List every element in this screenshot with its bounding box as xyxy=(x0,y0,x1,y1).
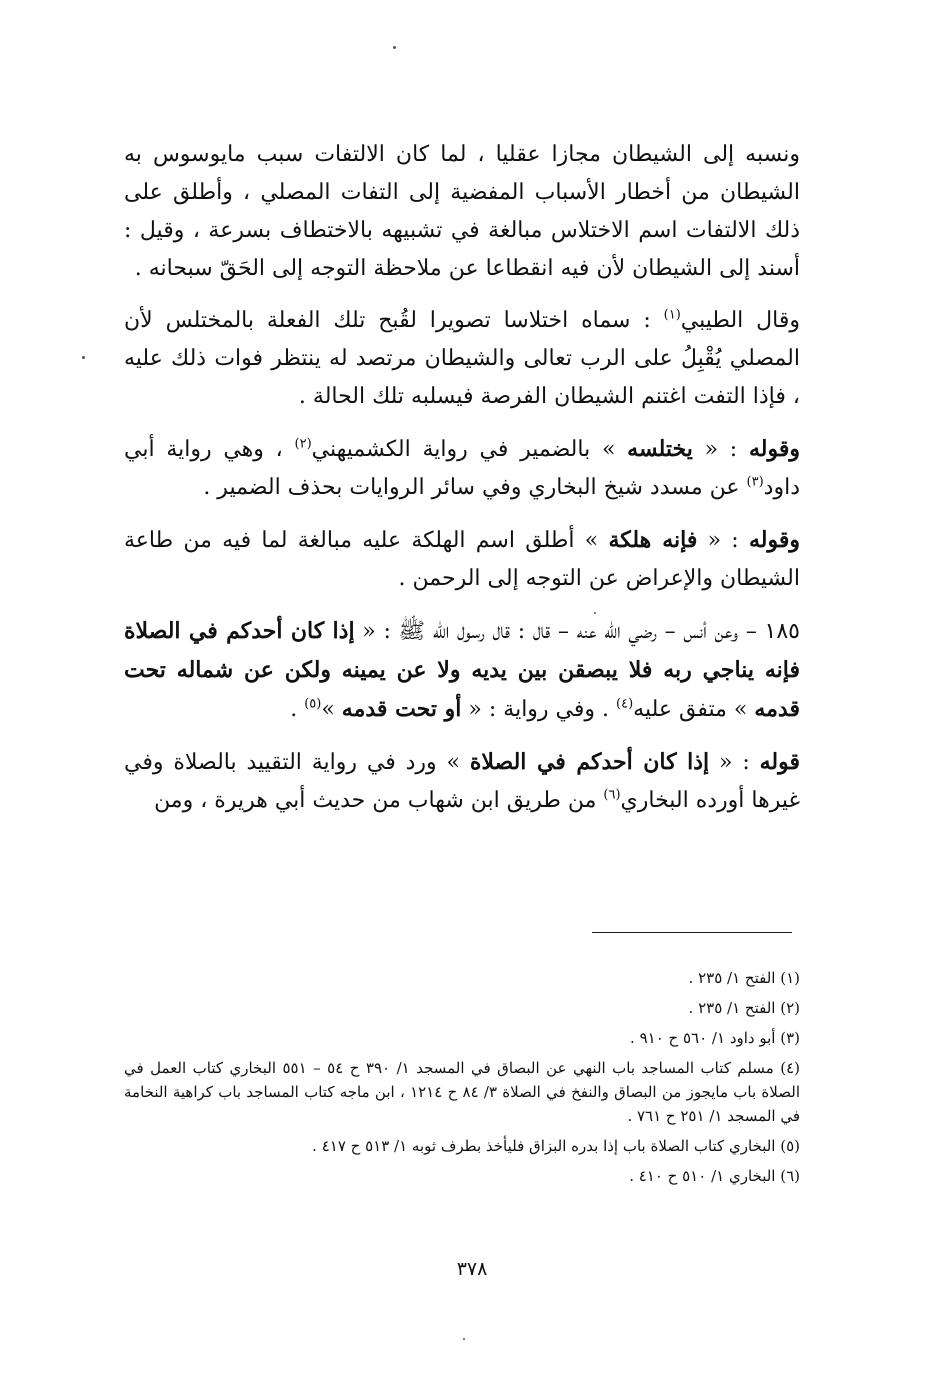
paragraph-2 xyxy=(124,302,800,416)
footnote-ref-6: (٦) xyxy=(603,787,621,803)
hadith-185 xyxy=(124,612,800,729)
quoted-term: يختلسه xyxy=(627,436,693,462)
paragraph-text: ١٨٥ – وعن أنس – رضي الله عنه – قال : قال رسول الله ﷺ : « xyxy=(354,619,800,644)
footnote-3: (٣) أبو داود ١/ ٥٦٠ ح ٩١٠ . xyxy=(630,1029,800,1047)
paragraph-text: ، وهي رواية أبي داود xyxy=(124,437,800,500)
footnote-2: (٢) الفتح ١/ ٢٣٥ . xyxy=(688,999,800,1017)
paragraph-text: . xyxy=(290,697,305,722)
footnotes xyxy=(124,966,800,1194)
footnote-ref-1: (١) xyxy=(663,307,681,323)
footnote-ref-2: (٢) xyxy=(294,436,312,452)
paragraph-text: : « xyxy=(709,750,760,775)
hadith-text: إذا كان أحدكم في الصلاة فإنه يناجي ربه فلا يبصقن بين يديه ولا عن يمينه ولكن عن شماله تحت قدمه xyxy=(124,618,800,722)
footnote-5: (٥) البخاري كتاب الصلاة باب إذا بدره البزاق فليأخذ بطرف ثوبه ١/ ٥١٣ ح ٤١٧ . xyxy=(312,1137,800,1155)
paragraph-text: » أطلق اسم الهلكة عليه مبالغة لما فيه من طاعة الشيطان والإعراض عن التوجه إلى الرحمن . xyxy=(124,528,800,591)
scan-speck xyxy=(393,46,396,49)
hadith-variant: أو تحت قدمه xyxy=(341,696,462,722)
paragraph-6 xyxy=(124,743,800,820)
paragraph-1 xyxy=(124,136,800,288)
paragraph-text: » ورد في رواية التقييد بالصلاة وفي غيرها أورده البخاري xyxy=(124,750,800,813)
footnote-ref-3: (٣) xyxy=(746,474,764,490)
paragraph-text: وقال الطيبي xyxy=(680,308,800,333)
paragraph-text: . وفي رواية : « xyxy=(461,697,617,722)
paragraph-text: عن مسدد شيخ البخاري وفي سائر الروايات بحذف الضمير . xyxy=(203,475,747,500)
footnote-6: (٦) البخاري ١/ ٥١٠ ح ٤١٠ . xyxy=(629,1167,800,1185)
paragraph-text: » متفق عليه xyxy=(633,697,755,722)
paragraph-text: : « xyxy=(692,437,749,462)
paragraph-text: » بالضمير في رواية الكشميهني xyxy=(311,437,628,462)
page-number: ٣٧٨ xyxy=(456,1258,488,1280)
footnote-4: (٤) مسلم كتاب المساجد باب النهي عن البصاق في المسجد ١/ ٣٩٠ ح ٥٤ – ٥٥١ البخاري كتاب العمل في الصلاة باب مايجوز من البصاق والنفخ في الصلاة ٣/ ٨٤ ح ١٢١٤ ، ابن ماجه كتاب المساجد باب كراهية النخامة في المسجد ١/ ٢٥١ ح ٧٦١ . xyxy=(124,1059,800,1125)
footnote-1: (١) الفتح ١/ ٢٣٥ . xyxy=(688,969,800,987)
main-text xyxy=(124,136,800,834)
paragraph-text: : سماه اختلاسا تصويرا لقُبح تلك الفعلة بالمختلس لأن المصلي يُقْبِلُ على الرب تعالى والشيطان مرتصد له ينتظر فوات ذلك عليه ، فإذا التفت اغتنم الشيطان الفرصة فيسلبه تلك الحالة . xyxy=(124,308,800,409)
footnote-divider xyxy=(592,932,792,933)
paragraph-text: ونسبه إلى الشيطان مجازا عقليا ، لما كان الالتفات سبب مايوسوس به الشيطان من أخطار الأسباب المفضية إلى التفات المصلي ، وأطلق على ذلك الالتفات اسم الاختلاس مبالغة في تشبيهه بالاختطاف بسرعة ، وقيل : أسند إلى الشيطان لأن فيه انقطاعا عن ملاحظة التوجه إلى الحَقّ سبحانه . xyxy=(124,142,800,281)
quoted-term: فإنه هلكة xyxy=(608,527,698,553)
commentary-lead: وقوله xyxy=(748,436,800,462)
footnote-ref-4: (٤) xyxy=(616,696,634,712)
paragraph-4 xyxy=(124,521,800,598)
commentary-lead: قوله xyxy=(759,749,800,775)
scan-speck xyxy=(82,356,85,359)
paragraph-3 xyxy=(124,430,800,507)
paragraph-text: من طريق ابن شهاب من حديث أبي هريرة ، ومن xyxy=(154,788,604,813)
commentary-lead: وقوله xyxy=(748,527,800,553)
footnote-ref-5: (٥) xyxy=(304,696,322,712)
scan-speck xyxy=(463,1338,465,1340)
paragraph-text: : « xyxy=(697,528,749,553)
paragraph-text: » xyxy=(321,697,342,722)
quoted-term: إذا كان أحدكم في الصلاة xyxy=(469,749,710,775)
